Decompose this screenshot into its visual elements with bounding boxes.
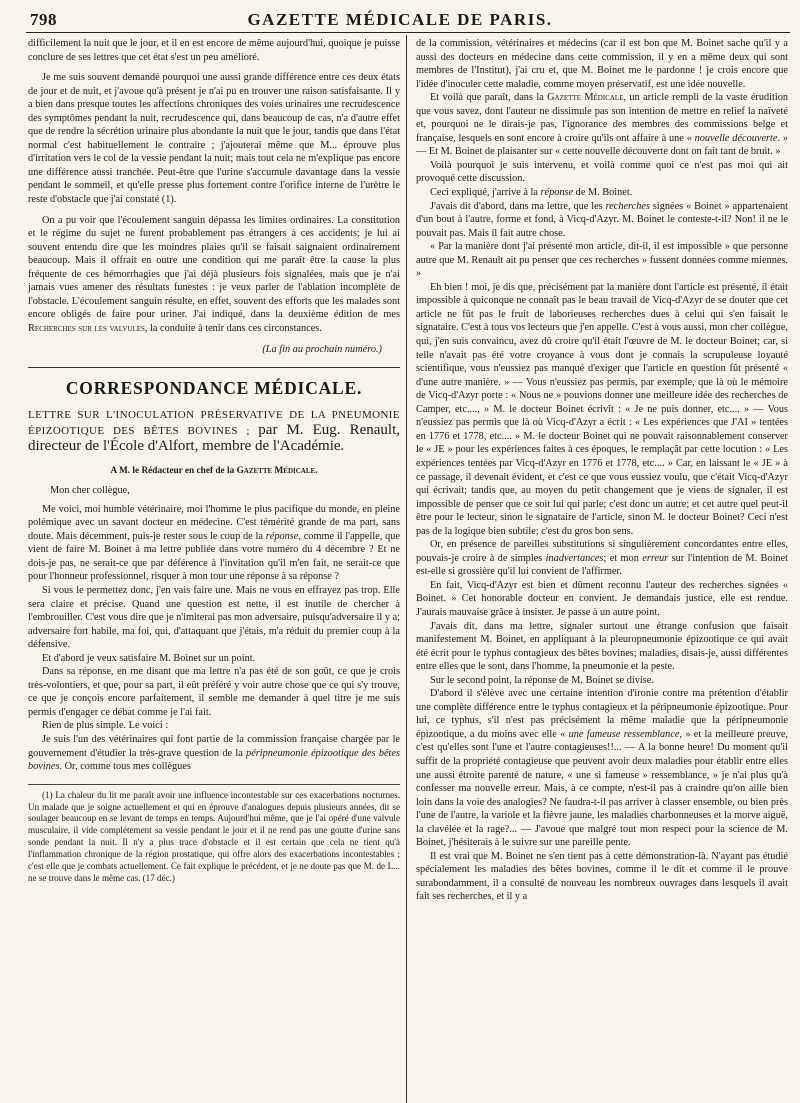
paragraph: On a pu voir que l'écoulement sanguin dépassa les limites ordinaires. La constitution et le régime du sujet ne furent probablement pas étrangers à ces accidents; je lui ai souvent entendu dire que les moindres plaies qu'il se faisait saignaient ordinairement beaucoup. Mais il offrait en outre une condition qui me paraît être la cause la plus fréquente de ces hémorrhagies que j'ai déjà plusieurs fois signalées, mais que je n'ai jamais vues amener des résultats funestes : je veux parler de l'ablation incomplète de l'obstacle. L'écoulement sanguin résulte, en effet, souvent des efforts que les malades sont encore obligés de faire pour uriner. J'ai indiqué, dans la deuxième édition de mes Recherches sur les valvules, la conduite à tenir dans ces circonstances. (28, 214, 400, 334)
section-heading: CORRESPONDANCE MÉDICALE. (65, 378, 363, 399)
paragraph: Et d'abord je veux satisfaire M. Boinet sur un point. (42, 652, 256, 664)
paragraph: Il est vrai que M. Boinet ne s'en tient pas à cette démonstration-là. N'ayant pas étudié spécialement les maladies des bêtes bovines, comme il le dit et comme il le prouve surabondamment, il a consulté de nouveau les nombreux ouvrages dans lesquels il avait fait ses recherches, et il y a (416, 850, 788, 903)
journal-title: GAZETTE MÉDICALE DE PARIS. (247, 10, 553, 29)
paragraph: Voilà pourquoi je suis intervenu, et voilà comme quoi ce n'est pas moi qui ait provoqué cette discussion. (416, 159, 788, 185)
paragraph: « Par la manière dont j'ai présenté mon article, dit-il, il est impossible » que personne autre que M. Renault ait pu penser que ces recherches » fussent données comme miennes. » (416, 241, 788, 280)
paragraph: D'abord il s'élève avec une certaine intention d'ironie contre ma prétention d'établir une complète différence entre le typhus contagieux et la péripneumonie épizootique. Pour lui, ce typhus, s'il n'est pas précisément la même maladie que la péripneumonie épizootique, a du moins avec elle « une fameuse ressemblance, » et la meilleure preuve, c'est qu'elles sont l'une et l'autre contagieuses!!... — A la bonne heure! Du moment qu'il suffit de la propriété contagieuse que peuvent avoir deux maladies pour établir entre elles une aussi étroite parenté de nature, « une si fameuse » ressemblance, » je n'ai plus qu'à confesser ma nouvelle erreur. Mais, à ce compte, n'est-il pas à craindre qu'on aille bien loin dans la voie des analogies? Ne faudra-t-il pas arriver à classer ensemble, ou bien près l'une de l'autre, la variole et la fièvre jaune, les maladies charbonneuses et la morve aiguë, la clavélée et la rage?... — J'avoue que malgré tout mon respect pour la science de M. Boinet, j'hésiterais à le suivre sur une pareille pente. (416, 688, 788, 849)
paragraph: Or, en présence de pareilles substitutions si singulièrement concordantes entre elles, pouvais-je croire à de simples inadvertances; et mon erreur sur l'intention de M. Boinet est-elle si grossière qu'il lui convient de l'affirmer. (416, 539, 789, 578)
right-column (416, 37, 788, 904)
paragraph: Dans sa réponse, en me disant que ma lettre n'a pas été de son goût, ce que je crois très-volontiers, et que, pour sa part, il eût préféré y voir autre chose que ce qui s'y trouve, ce que je conçois encore parfaitement, il semble me demander à quel titre je me suis permis d'engager ce débat comme je l'ai fait. (28, 666, 400, 718)
paragraph: Ceci expliqué, j'arrive à la réponse de M. Boinet. (430, 187, 633, 199)
paragraph: difficilement la nuit que le jour, et il en est encore de même aujourd'hui, quoique je puisse conclure de ses lettres que cet état s'est un peu amélioré. (28, 38, 400, 63)
paragraph: En fait, Vicq-d'Azyr est bien et dûment reconnu l'auteur des recherches signées « Boinet. » Cet honorable docteur en convient. Je demandais justice, elle est rendue. J'aurais mauvaise grâce à insister. Je passe à un autre point. (416, 579, 788, 618)
paragraph: de la commission, vétérinaires et médecins (car il est bon que M. Boinet sache qu'il y a aussi des docteurs en médecine dans cette commission, il y en a même deux qui sont membres de l'Institut), j'ai cru et, que M. Boinet me le pardonne ! je crois encore que l'idée d'inoculer cette maladie, comme moyen préservatif, est une idée nouvelle. (416, 38, 788, 90)
left-column (28, 37, 400, 885)
paragraph: Si vous le permettez donc, j'en vais faire une. Mais ne vous en effrayez pas trop. Elle sera claire et précise. Quand une question est nette, il est inutile de chercher à l'embrouiller. C'est vous dire que je n'imiterai pas mon adversaire, puisqu'adversaire il y a; adversaire fort habile, ma foi, qui, d'attaquant que j'étais, m'a réduit du premier coup à la défensive. (28, 584, 400, 651)
paragraph: J'avais dit d'abord, dans ma lettre, que les recherches signées « Boinet » appartenaient d'un bout à l'autre, forme et fond, à Vicq-d'Azyr. M. Boinet le conteste-t-il? Non! il ne le pouvait pas. Mais il fait autre chose. (416, 200, 788, 239)
column-divider (406, 35, 407, 1103)
footnote-rule (28, 784, 400, 785)
footnote: (1) La chaleur du lit me paraît avoir une influence incontestable sur ces exacerbations nocturnes. Un malade que je soigne actuellement et qui en éprouve d'analogues depuis plusieurs années, dit se soulager beaucoup en se levant de temps en temps. Aujourd'hui même, que je l'ai opéré d'une valvule musculaire, il vide complétement sa vessie pendant le jour et il ne rend pas une goutte d'urine sans sonde pendant la nuit. Il n'y a plus trace d'obstacle et il est certain que cela ne tient qu'à l'inflammation chronique de la région prostatique, qui offre alors des exacerbations incontestables ; c'est elle que je combats actuellement. Ce fait explique le précédent, et je ne doute pas que M. de L... ne se trouve dans le même cas. (17 déc.) (28, 789, 400, 883)
continuation-note: (La fin au prochain numéro.) (262, 344, 382, 356)
header-rule (26, 32, 790, 33)
running-header (18, 6, 782, 34)
paragraph: Rien de plus simple. Le voici : (42, 720, 169, 732)
letter-address: A M. le Rédacteur en chef de la Gazette Médicale. (110, 465, 318, 476)
paragraph: Et voilà que paraît, dans la Gazette Médicale, un article rempli de la vaste érudition que vous savez, dont l'auteur ne dissimule pas son intention de mettre en relief la naïveté et, pourquoi ne le dirais-je pas, l'ignorance des membres des commissions belge et française, lesquels en sont encore à croire qu'ils ont affaire à une « nouvelle découverte. » — Et M. Boinet de plaisanter sur « cette nouvelle découverte dont on fait tant de bruit. » (416, 92, 789, 158)
book-title: Recherches sur les valvules (28, 322, 145, 334)
section-rule (28, 367, 400, 368)
salutation: Mon cher collègue, (50, 485, 130, 497)
paragraph: Je me suis souvent demandé pourquoi une aussi grande différence entre ces deux états de jour et de nuit, et j'avoue qu'à présent je n'ai pu en trouver une raison satisfaisante. Il y a bien dans presque toutes les affections chroniques des voies urinaires une recrudescence des symptômes pendant la nuit, recrudescence qui, dans beaucoup de cas, n'a d'autre effet que de rendre la sécrétion urinaire plus abondante la nuit que le jour, tandis que dans l'état normal c'est habituellement le contraire ; j'ajouterai même que M... éprouve plus d'irritation vers le col de la vessie pendant la nuit; mais tout cela ne m'explique pas encore une différence aussi tranchée. Peut-être que l'urine s'accumule davantage dans la vessie pendant le sommeil, et qu'elle presse plus fortement contre l'orifice interne de l'urètre le reste d'obstacle que j'ai constaté (1). (28, 72, 400, 206)
paragraph: Eh bien ! moi, je dis que, précisément par la manière dont l'article est présenté, il était impossible à quiconque ne connaît pas le beau travail de Vicq-d'Azyr de se douter que cet article ne fût pas le fruit de laborieuses recherches dues à celui qui s'en faisait le signataire. C'est à tous vos lecteurs que j'en appelle. C'est à vous aussi, mon cher collègue, qui, j'en suis convaincu, avez dû croire qu'il était l'œuvre de M. le docteur Boinet; car, si telle n'avait pas été votre croyance à vous dont je connais la scrupuleuse loyauté scientifique, vous n'eussiez pas manqué d'exiger que l'article en question fût présenté « d'une autre manière. » — Vous n'eussiez pas permis, par exemple, que là où le mémoire de Vicq-d'Azyr porte : « Nous ne » pouvions donner une meilleure idée des recherches de Camper, etc...., » M. le docteur Boinet écrivît : « Je ne puis donner, etc.... » — Vous n'eussiez pas permis que là où Vicq-d'Azyr a écrit : « Les expériences que J'AI » tentées en 1776 et 1778, etc.... » M. le docteur Boinet qui ne pouvait raisonnablement conserver le « JE » pour les expériences faites à ces époques, le remplaçât par cette locution : « Les expériences tentées par Vicq-d'Azyr en 1776 et 1778, etc.... » Car, en laissant le « JE » à ce passage, il devenait évident, et c'est ce que vous eussiez voulu, que c'était Vicq-d'Azyr qui écrivait; tandis que, au moyen du petit changement que je viens de signaler, il est impossible de penser que ce soit lui qui parle; c'est donc un autre; et cet autre quel peut-il être pour le lecteur, sinon le signataire de l'article, sinon M. le docteur Boinet? Ceci n'est pas de la logique bien subtile; c'est du gros bon sens. (416, 281, 788, 537)
paragraph: Sur le second point, la réponse de M. Boinet se divise. (430, 674, 654, 686)
paragraph: J'avais dit, dans ma lettre, signaler surtout une étrange confusion que faisait manifestement M. Boinet, en appliquant à la pleuropneumonie épizootique ce qui avait été écrit pour le typhus contagieux des bêtes bovines; maladies, disais-je, aussi différentes entre elles que le sont, dans l'homme, la pneumonie et la peste. (416, 620, 788, 673)
paragraph: Je suis l'un des vétérinaires qui font partie de la commission française chargée par le gouvernement d'étudier la très-grave question de la péripneumonie épizootique des bêtes bovines. Or, comme tous mes collègues (28, 733, 400, 773)
letter-title: LETTRE SUR L'INOCULATION PRÉSERVATIVE DE LA PNEUMONIE ÉPIZOOTIQUE DES BÊTES BOVINES ; par M. Eug. Renault, directeur de l'École d'Alfort, membre de l'Académie. (28, 408, 400, 454)
page-number: 798 (30, 10, 57, 29)
letter-author: par M. Eug. Renault, directeur de l'École d'Alfort, membre de l'Académie. (28, 421, 400, 454)
paragraph: Me voici, moi humble vétérinaire, moi l'homme le plus pacifique du monde, en pleine polémique avec un savant docteur en médecine. C'est témérité grande de ma part, sans doute. Mais décemment, puis-je rester sous le coup de la réponse, comme il l'appelle, que vient de faire M. Boinet à ma lettre publiée dans votre numéro du 4 décembre ? Et ne dois-je pas, ne serait-ce que par déférence à l'invitation qu'il m'en fait, ne serait-ce que pour l'honneur professionnel, risquer à mon tour une réponse à sa réponse ? (28, 503, 400, 583)
